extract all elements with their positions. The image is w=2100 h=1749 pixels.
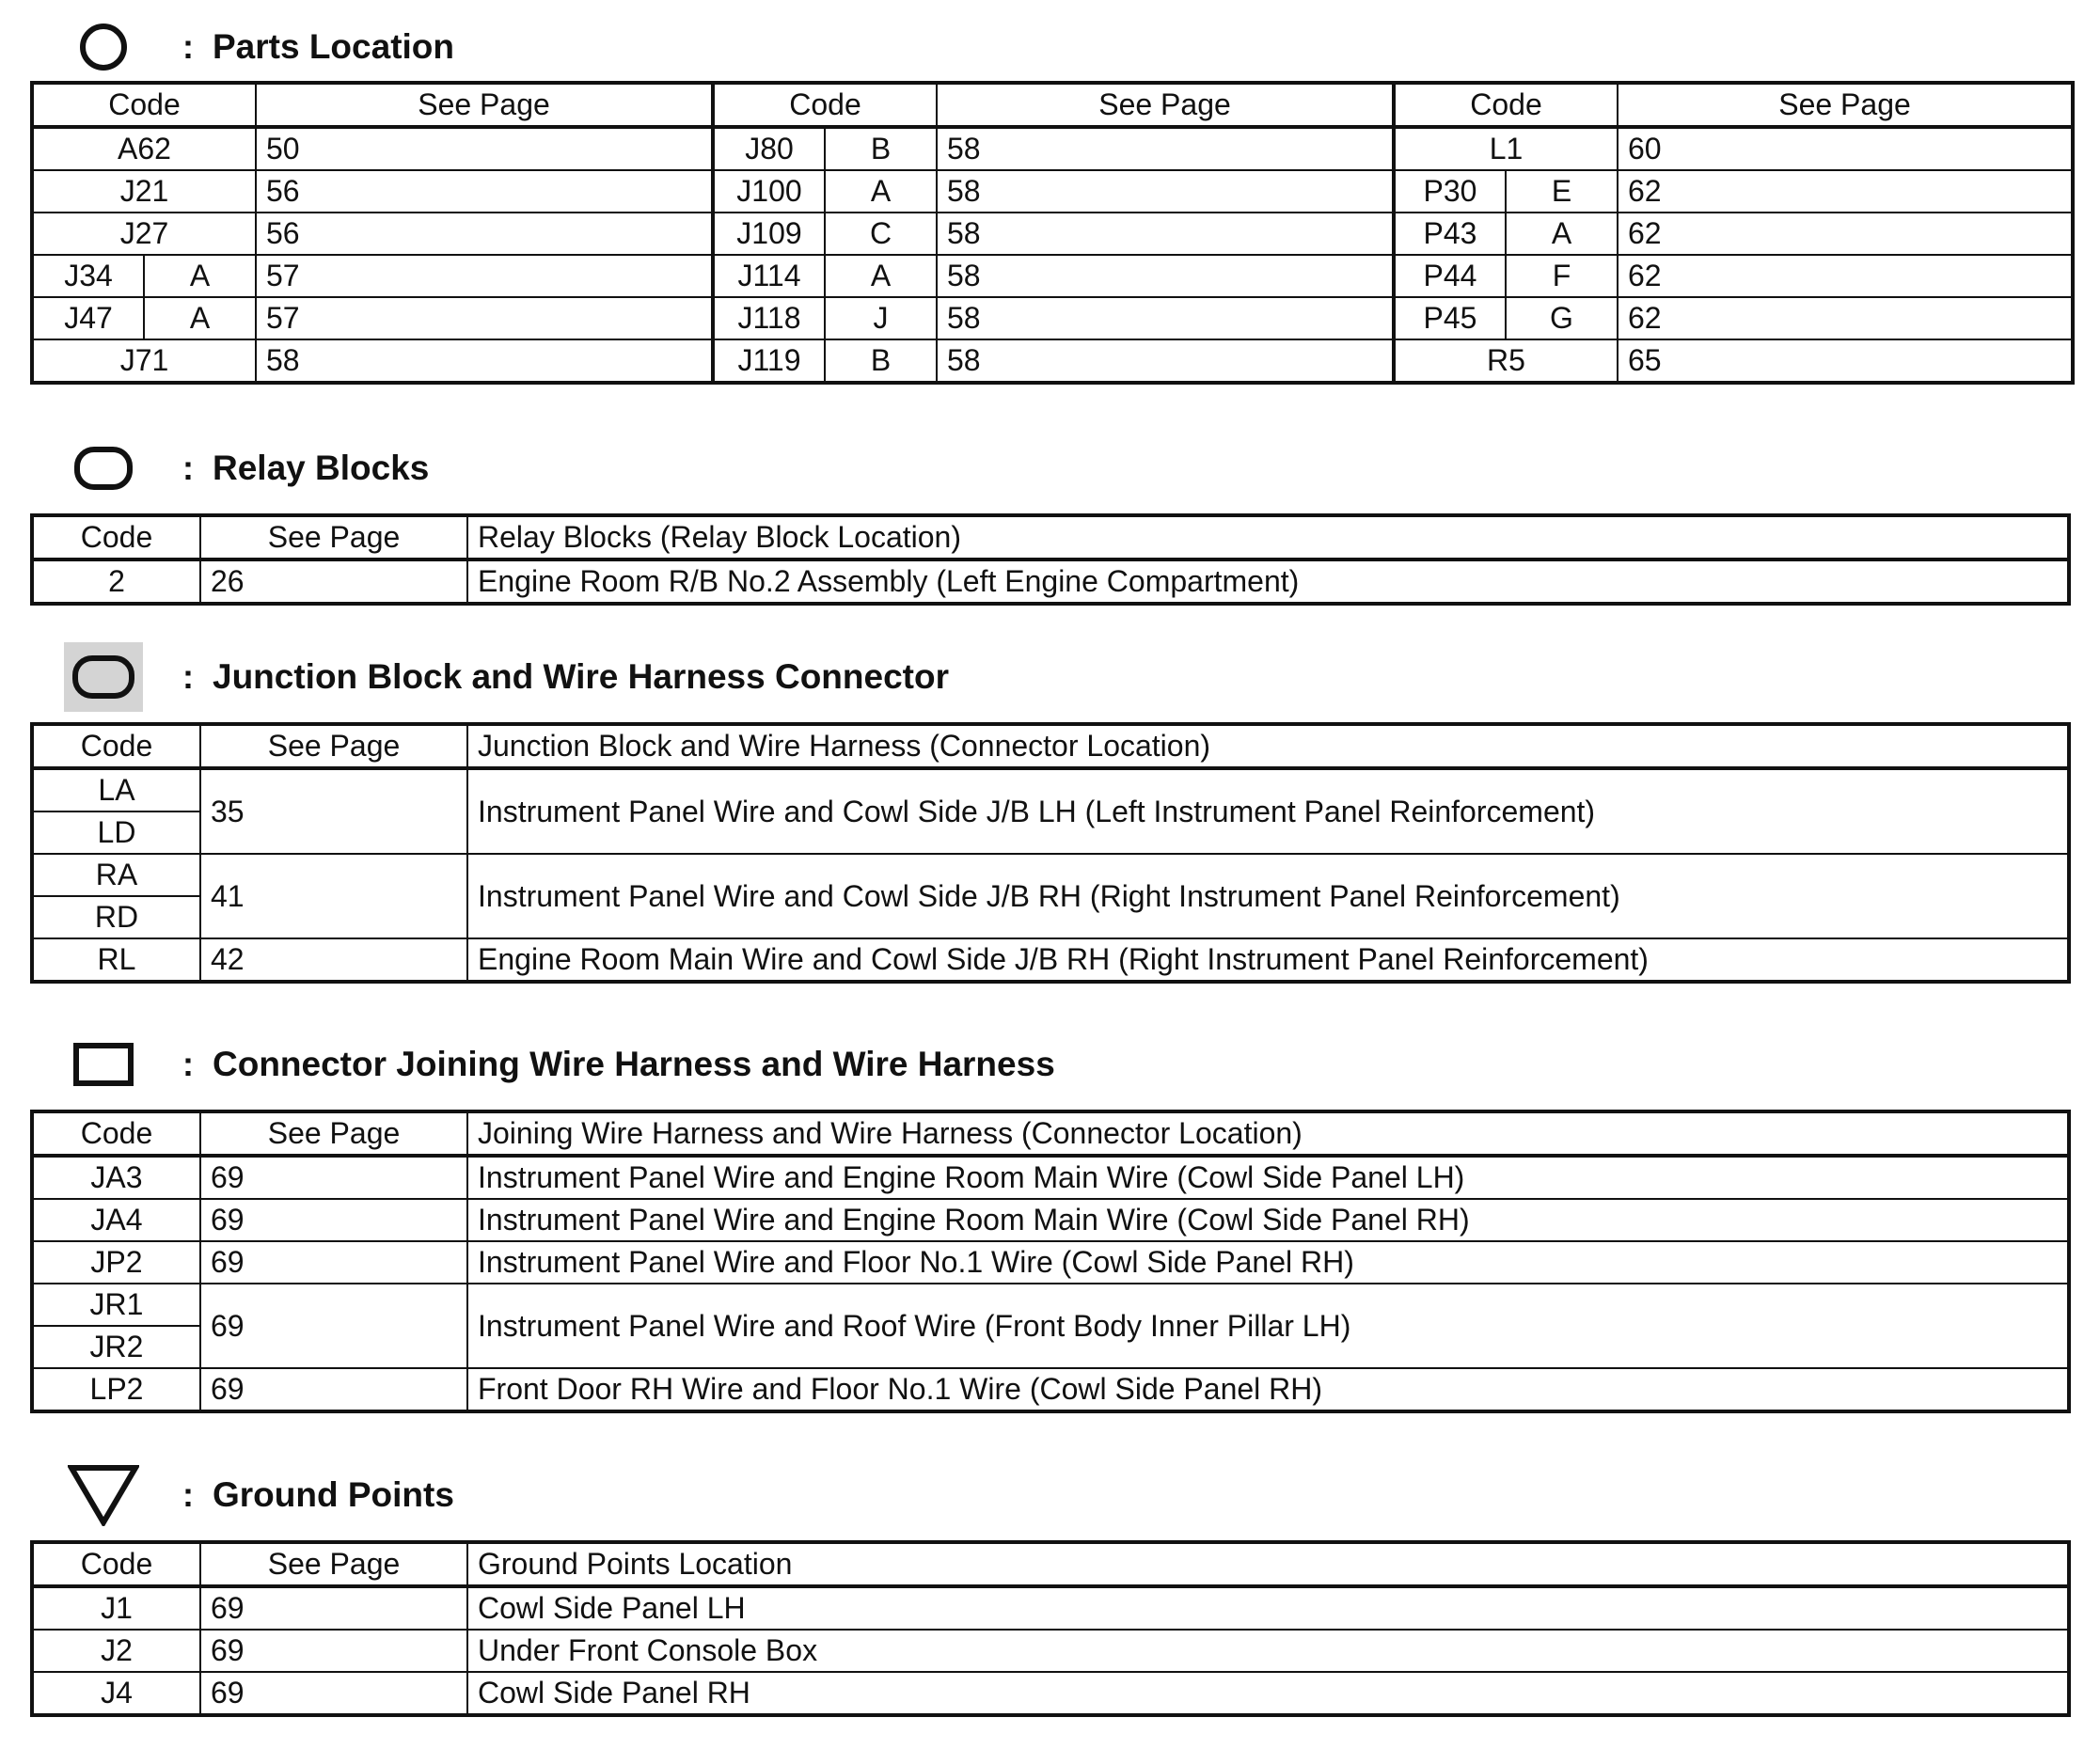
row-description: Instrument Panel Wire and Cowl Side J/B LH (Left Instrument Panel Reinforcement) — [467, 768, 2069, 854]
row-code: JA3 — [32, 1156, 200, 1199]
header-code: Code — [32, 83, 256, 127]
row-page: 69 — [200, 1284, 467, 1368]
rectangle-icon — [62, 1027, 145, 1102]
row-code: J2 — [32, 1630, 200, 1672]
parts-location-table — [30, 81, 2075, 385]
row-code: JR2 — [32, 1326, 200, 1368]
header-code: Code — [1394, 83, 1618, 127]
table-row — [32, 1284, 2069, 1326]
part-code: J119 — [713, 339, 825, 383]
table-row — [32, 170, 2073, 213]
part-page: 62 — [1618, 213, 2073, 255]
header-code: Code — [32, 1542, 200, 1586]
part-page: 58 — [937, 297, 1394, 339]
row-page: 26 — [200, 559, 467, 604]
table-row — [32, 559, 2069, 604]
table-header-row — [32, 83, 2073, 127]
header-description: Junction Block and Wire Harness (Connector Location) — [467, 724, 2069, 768]
part-sub-code: B — [825, 127, 937, 170]
row-code: J4 — [32, 1672, 200, 1715]
header-see-page: See Page — [200, 1111, 467, 1156]
heading-colon: : — [182, 449, 194, 487]
table-row — [32, 297, 2073, 339]
row-description: Instrument Panel Wire and Cowl Side J/B RH (Right Instrument Panel Reinforcement) — [467, 854, 2069, 938]
table-row — [32, 1241, 2069, 1284]
table-header-row — [32, 1111, 2069, 1156]
row-page: 69 — [200, 1586, 467, 1630]
row-description: Engine Room R/B No.2 Assembly (Left Engine Compartment) — [467, 559, 2069, 604]
header-see-page: See Page — [1618, 83, 2073, 127]
row-code: JP2 — [32, 1241, 200, 1284]
row-code: RD — [32, 896, 200, 938]
part-page: 58 — [937, 255, 1394, 297]
joining-connector-table — [30, 1110, 2071, 1413]
part-page: 58 — [937, 127, 1394, 170]
row-code: LD — [32, 811, 200, 854]
table-row — [32, 1672, 2069, 1715]
heading-colon: : — [182, 27, 194, 66]
table-row — [32, 255, 2073, 297]
section-title: Ground Points — [213, 1475, 454, 1514]
part-code: A62 — [32, 127, 256, 170]
table-row — [32, 213, 2073, 255]
table-row — [32, 127, 2073, 170]
table-row — [32, 1630, 2069, 1672]
part-code: P44 — [1394, 255, 1506, 297]
row-page: 69 — [200, 1368, 467, 1411]
header-see-page: See Page — [937, 83, 1394, 127]
section-title: Relay Blocks — [213, 449, 430, 487]
part-sub-code: E — [1506, 170, 1618, 213]
part-sub-code: G — [1506, 297, 1618, 339]
table-row — [32, 1586, 2069, 1630]
row-code: JR1 — [32, 1284, 200, 1326]
part-page: 57 — [256, 255, 713, 297]
part-sub-code: A — [144, 297, 256, 339]
part-sub-code: F — [1506, 255, 1618, 297]
parts-location-heading — [62, 9, 454, 85]
part-page: 57 — [256, 297, 713, 339]
heading-colon: : — [182, 1475, 194, 1514]
part-page: 58 — [937, 339, 1394, 383]
header-description: Joining Wire Harness and Wire Harness (Connector Location) — [467, 1111, 2069, 1156]
row-description: Cowl Side Panel RH — [467, 1672, 2069, 1715]
header-code: Code — [32, 515, 200, 559]
part-page: 62 — [1618, 255, 2073, 297]
shaded-rounded-rect-icon — [62, 639, 145, 715]
part-code: J100 — [713, 170, 825, 213]
ground-points-heading — [62, 1458, 454, 1533]
row-page: 69 — [200, 1630, 467, 1672]
table-row — [32, 1199, 2069, 1241]
header-code: Code — [32, 724, 200, 768]
header-see-page: See Page — [200, 1542, 467, 1586]
heading-colon: : — [182, 1045, 194, 1083]
row-page: 42 — [200, 938, 467, 982]
part-code: J109 — [713, 213, 825, 255]
header-code: Code — [32, 1111, 200, 1156]
row-page: 69 — [200, 1672, 467, 1715]
part-code: J27 — [32, 213, 256, 255]
circle-icon — [62, 9, 145, 85]
part-code: J118 — [713, 297, 825, 339]
part-sub-code: A — [144, 255, 256, 297]
part-code: J21 — [32, 170, 256, 213]
joining-connector-heading — [62, 1027, 1055, 1102]
row-page: 69 — [200, 1241, 467, 1284]
part-page: 58 — [256, 339, 713, 383]
row-code: LA — [32, 768, 200, 811]
triangle-icon — [62, 1458, 145, 1533]
part-code: L1 — [1394, 127, 1618, 170]
relay-blocks-heading — [62, 431, 429, 506]
table-header-row — [32, 724, 2069, 768]
heading-colon: : — [182, 657, 194, 696]
relay-blocks-table — [30, 513, 2071, 606]
part-sub-code: A — [1506, 213, 1618, 255]
row-description: Engine Room Main Wire and Cowl Side J/B RH (Right Instrument Panel Reinforcement) — [467, 938, 2069, 982]
row-code: J1 — [32, 1586, 200, 1630]
part-sub-code: B — [825, 339, 937, 383]
table-header-row — [32, 515, 2069, 559]
row-description: Cowl Side Panel LH — [467, 1586, 2069, 1630]
rounded-rect-icon — [62, 431, 145, 506]
junction-block-heading — [62, 639, 949, 715]
header-code: Code — [713, 83, 937, 127]
table-row — [32, 339, 2073, 383]
table-row — [32, 938, 2069, 982]
ground-points-table — [30, 1540, 2071, 1717]
part-page: 60 — [1618, 127, 2073, 170]
part-sub-code: J — [825, 297, 937, 339]
row-code: LP2 — [32, 1368, 200, 1411]
row-page: 41 — [200, 854, 467, 938]
part-code: J114 — [713, 255, 825, 297]
row-page: 69 — [200, 1199, 467, 1241]
row-code: JA4 — [32, 1199, 200, 1241]
part-code: J47 — [32, 297, 144, 339]
row-description: Instrument Panel Wire and Engine Room Main Wire (Cowl Side Panel LH) — [467, 1156, 2069, 1199]
part-sub-code: C — [825, 213, 937, 255]
part-code: J71 — [32, 339, 256, 383]
part-page: 56 — [256, 170, 713, 213]
row-code: RA — [32, 854, 200, 896]
table-row — [32, 768, 2069, 811]
part-page: 65 — [1618, 339, 2073, 383]
row-description: Front Door RH Wire and Floor No.1 Wire (Cowl Side Panel RH) — [467, 1368, 2069, 1411]
row-code: RL — [32, 938, 200, 982]
part-code: P43 — [1394, 213, 1506, 255]
part-page: 56 — [256, 213, 713, 255]
part-page: 58 — [937, 213, 1394, 255]
row-description: Instrument Panel Wire and Roof Wire (Front Body Inner Pillar LH) — [467, 1284, 2069, 1368]
header-see-page: See Page — [256, 83, 713, 127]
section-title: Parts Location — [213, 27, 454, 66]
junction-block-table — [30, 722, 2071, 984]
row-description: Instrument Panel Wire and Floor No.1 Wire (Cowl Side Panel RH) — [467, 1241, 2069, 1284]
part-code: R5 — [1394, 339, 1618, 383]
row-page: 69 — [200, 1156, 467, 1199]
header-description: Relay Blocks (Relay Block Location) — [467, 515, 2069, 559]
part-page: 50 — [256, 127, 713, 170]
row-description: Under Front Console Box — [467, 1630, 2069, 1672]
part-code: P45 — [1394, 297, 1506, 339]
part-page: 58 — [937, 170, 1394, 213]
part-sub-code: A — [825, 255, 937, 297]
table-row — [32, 854, 2069, 896]
header-see-page: See Page — [200, 515, 467, 559]
part-page: 62 — [1618, 297, 2073, 339]
header-see-page: See Page — [200, 724, 467, 768]
row-code: 2 — [32, 559, 200, 604]
part-code: J34 — [32, 255, 144, 297]
part-sub-code: A — [825, 170, 937, 213]
part-code: J80 — [713, 127, 825, 170]
section-title: Junction Block and Wire Harness Connector — [213, 657, 949, 696]
part-page: 62 — [1618, 170, 2073, 213]
table-row — [32, 1156, 2069, 1199]
row-page: 35 — [200, 768, 467, 854]
table-header-row — [32, 1542, 2069, 1586]
section-title: Connector Joining Wire Harness and Wire Harness — [213, 1045, 1055, 1083]
header-description: Ground Points Location — [467, 1542, 2069, 1586]
row-description: Instrument Panel Wire and Engine Room Main Wire (Cowl Side Panel RH) — [467, 1199, 2069, 1241]
table-row — [32, 1368, 2069, 1411]
part-code: P30 — [1394, 170, 1506, 213]
